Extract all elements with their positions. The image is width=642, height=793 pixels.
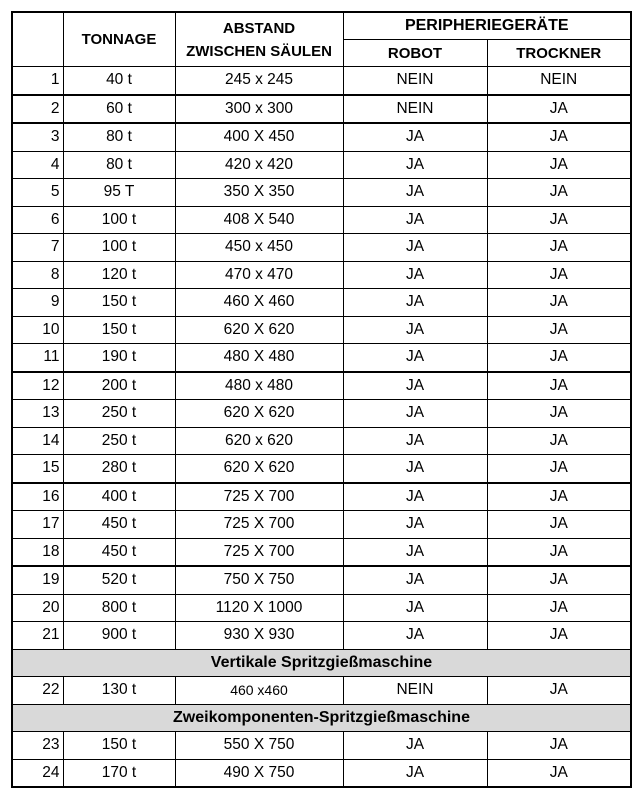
table-header: [12, 12, 631, 67]
robot-cell: JA: [343, 179, 487, 207]
tonnage-cell: 250 t: [63, 400, 175, 428]
trockner-cell: JA: [487, 179, 631, 207]
abstand-cell: 480 x 480: [175, 372, 343, 400]
section-vertical: [12, 649, 631, 677]
robot-cell: JA: [343, 261, 487, 289]
trockner-cell: JA: [487, 677, 631, 705]
trockner-cell: JA: [487, 427, 631, 455]
robot-cell: JA: [343, 289, 487, 317]
machine-table: [11, 11, 632, 788]
row-number: 9: [12, 289, 63, 317]
row-number: 16: [12, 483, 63, 511]
table-row: [12, 759, 631, 787]
abstand-cell: 550 X 750: [175, 732, 343, 760]
row-number: 20: [12, 594, 63, 622]
table-row: [12, 594, 631, 622]
tonnage-cell: 190 t: [63, 344, 175, 372]
trockner-cell: NEIN: [487, 67, 631, 95]
abstand-cell: 460 X 460: [175, 289, 343, 317]
robot-cell: JA: [343, 400, 487, 428]
robot-cell: JA: [343, 511, 487, 539]
row-number: 2: [12, 95, 63, 124]
tonnage-cell: 150 t: [63, 316, 175, 344]
abstand-cell: 620 X 620: [175, 455, 343, 483]
table-row: [12, 483, 631, 511]
robot-cell: JA: [343, 594, 487, 622]
abstand-cell: 350 X 350: [175, 179, 343, 207]
abstand-cell: 470 x 470: [175, 261, 343, 289]
header-trockner: TROCKNER: [487, 40, 631, 67]
row-number: 3: [12, 123, 63, 151]
table-row: [12, 400, 631, 428]
trockner-cell: JA: [487, 289, 631, 317]
row-number: 17: [12, 511, 63, 539]
row-number: 4: [12, 151, 63, 179]
tonnage-cell: 120 t: [63, 261, 175, 289]
abstand-cell: 460 x460: [175, 677, 343, 705]
tonnage-cell: 400 t: [63, 483, 175, 511]
abstand-cell: 620 x 620: [175, 427, 343, 455]
table-container: [11, 11, 632, 788]
table-row: [12, 206, 631, 234]
trockner-cell: JA: [487, 95, 631, 124]
tonnage-cell: 170 t: [63, 759, 175, 787]
header-abstand-line1: ABSTAND: [222, 19, 296, 37]
trockner-cell: JA: [487, 759, 631, 787]
abstand-cell: 620 X 620: [175, 400, 343, 428]
abstand-cell: 480 X 480: [175, 344, 343, 372]
tonnage-cell: 520 t: [63, 566, 175, 594]
tonnage-cell: 100 t: [63, 206, 175, 234]
row-number: 1: [12, 67, 63, 95]
tonnage-cell: 60 t: [63, 95, 175, 124]
row-number: 8: [12, 261, 63, 289]
table-row: [12, 677, 631, 705]
header-peripherie: PERIPHERIEGERÄTE: [343, 12, 631, 40]
section-zweikomponenten: [12, 704, 631, 732]
tonnage-cell: 95 T: [63, 179, 175, 207]
robot-cell: JA: [343, 427, 487, 455]
table-row: [12, 344, 631, 372]
row-number: 11: [12, 344, 63, 372]
table-row: [12, 511, 631, 539]
trockner-cell: JA: [487, 261, 631, 289]
robot-cell: JA: [343, 372, 487, 400]
robot-cell: JA: [343, 566, 487, 594]
table-row: [12, 151, 631, 179]
abstand-cell: 490 X 750: [175, 759, 343, 787]
abstand-cell: 930 X 930: [175, 622, 343, 650]
header-abstand: [175, 12, 343, 67]
row-number: 7: [12, 234, 63, 262]
table-row: [12, 179, 631, 207]
tonnage-cell: 250 t: [63, 427, 175, 455]
tonnage-cell: 130 t: [63, 677, 175, 705]
robot-cell: JA: [343, 538, 487, 566]
robot-cell: JA: [343, 732, 487, 760]
trockner-cell: JA: [487, 206, 631, 234]
abstand-cell: 750 X 750: [175, 566, 343, 594]
tonnage-cell: 150 t: [63, 732, 175, 760]
abstand-cell: 1120 X 1000: [175, 594, 343, 622]
table-row: [12, 289, 631, 317]
row-number: 13: [12, 400, 63, 428]
trockner-cell: JA: [487, 483, 631, 511]
tonnage-cell: 200 t: [63, 372, 175, 400]
row-number: 21: [12, 622, 63, 650]
table-row: [12, 732, 631, 760]
abstand-cell: 725 X 700: [175, 538, 343, 566]
tonnage-cell: 40 t: [63, 67, 175, 95]
table-row: [12, 67, 631, 95]
robot-cell: JA: [343, 316, 487, 344]
tonnage-cell: 450 t: [63, 511, 175, 539]
table-row: [12, 566, 631, 594]
abstand-cell: 725 X 700: [175, 483, 343, 511]
trockner-cell: JA: [487, 622, 631, 650]
table-row: [12, 261, 631, 289]
table-row: [12, 427, 631, 455]
abstand-cell: 400 X 450: [175, 123, 343, 151]
trockner-cell: JA: [487, 455, 631, 483]
trockner-cell: JA: [487, 123, 631, 151]
table-row: [12, 316, 631, 344]
row-number: 10: [12, 316, 63, 344]
trockner-cell: JA: [487, 538, 631, 566]
robot-cell: JA: [343, 123, 487, 151]
robot-cell: JA: [343, 759, 487, 787]
trockner-cell: JA: [487, 400, 631, 428]
table-row: [12, 622, 631, 650]
tonnage-cell: 800 t: [63, 594, 175, 622]
row-number: 18: [12, 538, 63, 566]
tonnage-cell: 150 t: [63, 289, 175, 317]
trockner-cell: JA: [487, 372, 631, 400]
tonnage-cell: 280 t: [63, 455, 175, 483]
abstand-cell: 420 x 420: [175, 151, 343, 179]
tonnage-cell: 450 t: [63, 538, 175, 566]
table-row: [12, 372, 631, 400]
trockner-cell: JA: [487, 344, 631, 372]
robot-cell: JA: [343, 455, 487, 483]
row-number: 15: [12, 455, 63, 483]
trockner-cell: JA: [487, 151, 631, 179]
row-number: 6: [12, 206, 63, 234]
section-vertical-title: Vertikale Spritzgießmaschine: [12, 649, 631, 677]
robot-cell: NEIN: [343, 677, 487, 705]
tonnage-cell: 100 t: [63, 234, 175, 262]
trockner-cell: JA: [487, 732, 631, 760]
robot-cell: JA: [343, 206, 487, 234]
header-abstand-line2: ZWISCHEN SÄULEN: [186, 42, 332, 60]
tonnage-cell: 80 t: [63, 151, 175, 179]
tonnage-cell: 900 t: [63, 622, 175, 650]
robot-cell: JA: [343, 344, 487, 372]
row-number: 5: [12, 179, 63, 207]
tonnage-cell: 80 t: [63, 123, 175, 151]
trockner-cell: JA: [487, 234, 631, 262]
table-row: [12, 455, 631, 483]
abstand-cell: 408 X 540: [175, 206, 343, 234]
robot-cell: JA: [343, 234, 487, 262]
robot-cell: JA: [343, 483, 487, 511]
table-row: [12, 95, 631, 124]
abstand-cell: 620 X 620: [175, 316, 343, 344]
table-row: [12, 234, 631, 262]
table-body: [12, 67, 631, 788]
trockner-cell: JA: [487, 594, 631, 622]
table-row: [12, 123, 631, 151]
row-number: 12: [12, 372, 63, 400]
abstand-cell: 245 x 245: [175, 67, 343, 95]
row-number: 24: [12, 759, 63, 787]
header-robot: ROBOT: [343, 40, 487, 67]
robot-cell: JA: [343, 622, 487, 650]
row-number: 22: [12, 677, 63, 705]
robot-cell: NEIN: [343, 67, 487, 95]
header-index-cell: [12, 12, 63, 67]
robot-cell: NEIN: [343, 95, 487, 124]
abstand-cell: 725 X 700: [175, 511, 343, 539]
robot-cell: JA: [343, 151, 487, 179]
header-tonnage: TONNAGE: [63, 12, 175, 67]
row-number: 14: [12, 427, 63, 455]
trockner-cell: JA: [487, 566, 631, 594]
trockner-cell: JA: [487, 316, 631, 344]
abstand-cell: 300 x 300: [175, 95, 343, 124]
row-number: 19: [12, 566, 63, 594]
section-zweikomponenten-title: Zweikomponenten-Spritzgießmaschine: [12, 704, 631, 732]
table-row: [12, 538, 631, 566]
row-number: 23: [12, 732, 63, 760]
abstand-cell: 450 x 450: [175, 234, 343, 262]
trockner-cell: JA: [487, 511, 631, 539]
